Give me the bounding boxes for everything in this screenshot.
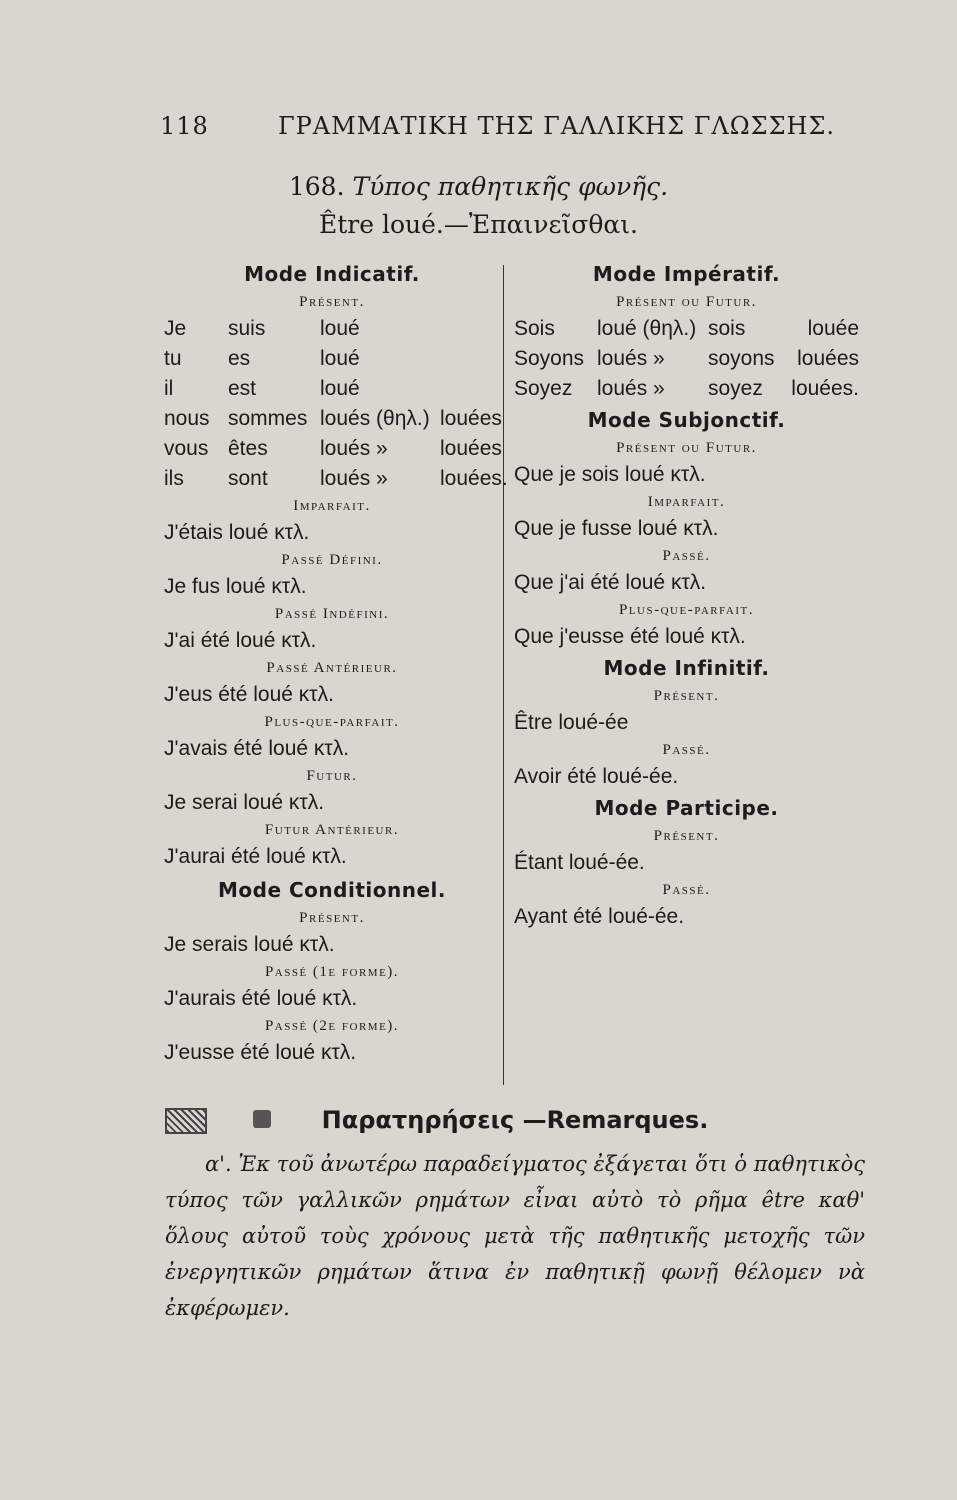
conjugation-cell: Je — [164, 317, 187, 340]
mode-heading: Mode Impératif. — [592, 262, 781, 286]
conjugation-cell: tu — [164, 347, 182, 370]
participe-tenses — [514, 824, 859, 932]
tense-label: Passé. — [662, 742, 711, 758]
section-title — [0, 172, 957, 201]
imperatif-rows — [514, 314, 859, 404]
tense-label: Présent. — [299, 910, 365, 926]
conjugation-cell: louées. — [791, 377, 859, 400]
section-greek-title: Τύπος παθητικῆς φωνῆς. — [352, 172, 669, 201]
conditionnel-tenses — [164, 906, 500, 1068]
page-number: 118 — [160, 112, 209, 140]
section-subtitle: Être loué.—Ἐπαινεῖσθαι. — [318, 210, 639, 239]
conjugation-row — [164, 464, 508, 494]
tense-label: Imparfait. — [293, 498, 371, 514]
indicatif-present-rows — [164, 314, 508, 494]
conjugation-row — [164, 404, 500, 434]
right-column — [514, 258, 859, 932]
conjugation-row — [514, 374, 859, 404]
indicatif-tenses — [164, 494, 500, 872]
conjugation-cell: Soyez — [514, 377, 573, 400]
conjugation-row — [164, 374, 500, 404]
remarks-section — [165, 1100, 865, 1326]
tense-label: Passé (2e forme). — [264, 1018, 400, 1034]
remarks-heading-row — [165, 1100, 865, 1140]
conjugation-line: J'eusse été loué κτλ. — [164, 1041, 357, 1064]
conjugation-cell: louée — [807, 317, 859, 340]
tense-label: Futur Antérieur. — [264, 822, 400, 838]
mode-heading: Mode Conditionnel. — [218, 878, 446, 902]
tense-label: Passé Indéfini. — [274, 606, 390, 622]
conjugation-cell: loué (θηλ.) — [597, 317, 697, 340]
conjugation-line: J'aurai été loué κτλ. — [164, 845, 347, 868]
ornament-icon — [165, 1108, 207, 1134]
conjugation-cell: soyez — [708, 377, 763, 400]
conjugation-cell: suis — [228, 317, 266, 340]
mode-heading: Mode Participe. — [594, 796, 779, 820]
tense-label: Plus-que-parfait. — [264, 714, 400, 730]
conjugation-cell: vous — [164, 437, 209, 460]
conjugation-cell: Sois — [514, 317, 555, 340]
remarks-text: α'. Ἐκ τοῦ ἀνωτέρω παραδείγματος ἐξάγεται ὅτι ὁ παθητικὸς τύπος τῶν γαλλικῶν ρημάτων εἶναι αὐτὸ τὸ ρῆμα être καθ' ὅλους αὐτοῦ τοὺς χρόνους μετὰ τῆς παθητικῆς μετοχῆς τῶν ἐνεργητικῶν ρημάτων ἅτινα ἐν παθητικῇ φωνῇ θέλομεν νὰ ἐκφέρωμεν. — [165, 1152, 865, 1320]
subjonctif-tenses — [514, 436, 859, 652]
conjugation-line: Avoir été loué-ée. — [514, 765, 679, 788]
conjugation-cell: il — [164, 377, 174, 400]
tense-label: Présent. — [653, 828, 720, 844]
conjugation-line: Que j'eusse été loué κτλ. — [514, 625, 746, 648]
conjugation-line: J'étais loué κτλ. — [164, 521, 310, 544]
conjugation-line: Étant loué-ée. — [514, 851, 645, 874]
tense-label: Présent ou Futur. — [616, 440, 757, 456]
conjugation-cell: loués » — [320, 437, 388, 460]
ornament-mark-icon — [253, 1110, 271, 1128]
running-title: ΓΡΑΜΜΑΤΙΚΗ ΤΗΣ ΓΑΛΛΙΚΗΣ ΓΛΩΣΣΗΣ. — [278, 112, 836, 140]
conjugation-cell: sommes — [228, 407, 308, 430]
conjugation-cell: êtes — [228, 437, 268, 460]
conjugation-cell: es — [228, 347, 251, 370]
conjugation-cell: est — [228, 377, 257, 400]
conjugation-row — [164, 434, 500, 464]
tense-label: Plus-que-parfait. — [619, 602, 754, 618]
conjugation-cell: loués » — [320, 467, 388, 490]
conjugation-cell: ils — [164, 467, 184, 490]
conjugation-row — [164, 344, 500, 374]
conjugation-cell — [440, 314, 500, 344]
conjugation-cell: sois — [708, 317, 746, 340]
conjugation-line: Que je fusse loué κτλ. — [514, 517, 719, 540]
mode-heading: Mode Subjonctif. — [587, 408, 786, 432]
conjugation-line: Que j'ai été loué κτλ. — [514, 571, 707, 594]
mode-heading: Mode Infinitif. — [603, 656, 770, 680]
column-divider — [503, 265, 504, 1085]
conjugation-cell — [440, 344, 500, 374]
left-column — [164, 258, 508, 1068]
conjugation-row — [164, 314, 500, 344]
conjugation-cell: loués » — [597, 347, 665, 370]
conjugation-line: Je serais loué κτλ. — [164, 933, 335, 956]
conjugation-line: J'eus été loué κτλ. — [164, 683, 334, 706]
conjugation-cell: louées — [440, 437, 502, 460]
conjugation-cell: loué — [320, 377, 360, 400]
tense-label: Passé. — [662, 882, 711, 898]
conjugation-line: J'avais été loué κτλ. — [164, 737, 350, 760]
conjugation-cell: nous — [164, 407, 210, 430]
conjugation-cell: loué — [320, 347, 360, 370]
mode-heading: Mode Indicatif. — [244, 262, 420, 286]
tense-label: Présent. — [653, 688, 720, 704]
conjugation-cell: louées — [440, 407, 502, 430]
tense-label: Imparfait. — [647, 494, 726, 510]
conjugation-cell: sont — [228, 467, 268, 490]
tense-label: Passé Défini. — [281, 552, 383, 568]
remarks-paragraph — [165, 1146, 865, 1326]
tense-label: Présent ou Futur. — [616, 294, 757, 310]
tense-label: Présent. — [299, 294, 365, 310]
conjugation-line: Ayant été loué-ée. — [514, 905, 685, 928]
tense-label: Passé (1e forme). — [264, 964, 400, 980]
conjugation-cell: loué — [320, 317, 360, 340]
conjugation-line: J'aurais été loué κτλ. — [164, 987, 358, 1010]
conjugation-line: Être loué-ée — [514, 711, 629, 734]
conjugation-cell — [440, 374, 500, 404]
conjugation-cell: loués » — [597, 377, 665, 400]
tense-label: Passé. — [662, 548, 711, 564]
tense-label: Passé Antérieur. — [266, 660, 398, 676]
conjugation-row — [514, 314, 859, 344]
conjugation-line: Que je sois loué κτλ. — [514, 463, 706, 486]
section-number: 168. — [288, 172, 345, 201]
remarks-heading: Παρατηρήσεις —Remarques. — [321, 1106, 709, 1134]
conjugation-line: Je fus loué κτλ. — [164, 575, 307, 598]
infinitif-tenses — [514, 684, 859, 792]
conjugation-cell: Soyons — [514, 347, 585, 370]
conjugation-line: Je serai loué κτλ. — [164, 791, 325, 814]
conjugation-cell: louées. — [440, 467, 508, 490]
conjugation-cell: louées — [797, 347, 859, 370]
tense-label: Futur. — [306, 768, 358, 784]
conjugation-cell: loués (θηλ.) — [320, 407, 430, 430]
conjugation-row — [514, 344, 859, 374]
conjugation-cell: soyons — [708, 347, 775, 370]
conjugation-line: J'ai été loué κτλ. — [164, 629, 317, 652]
